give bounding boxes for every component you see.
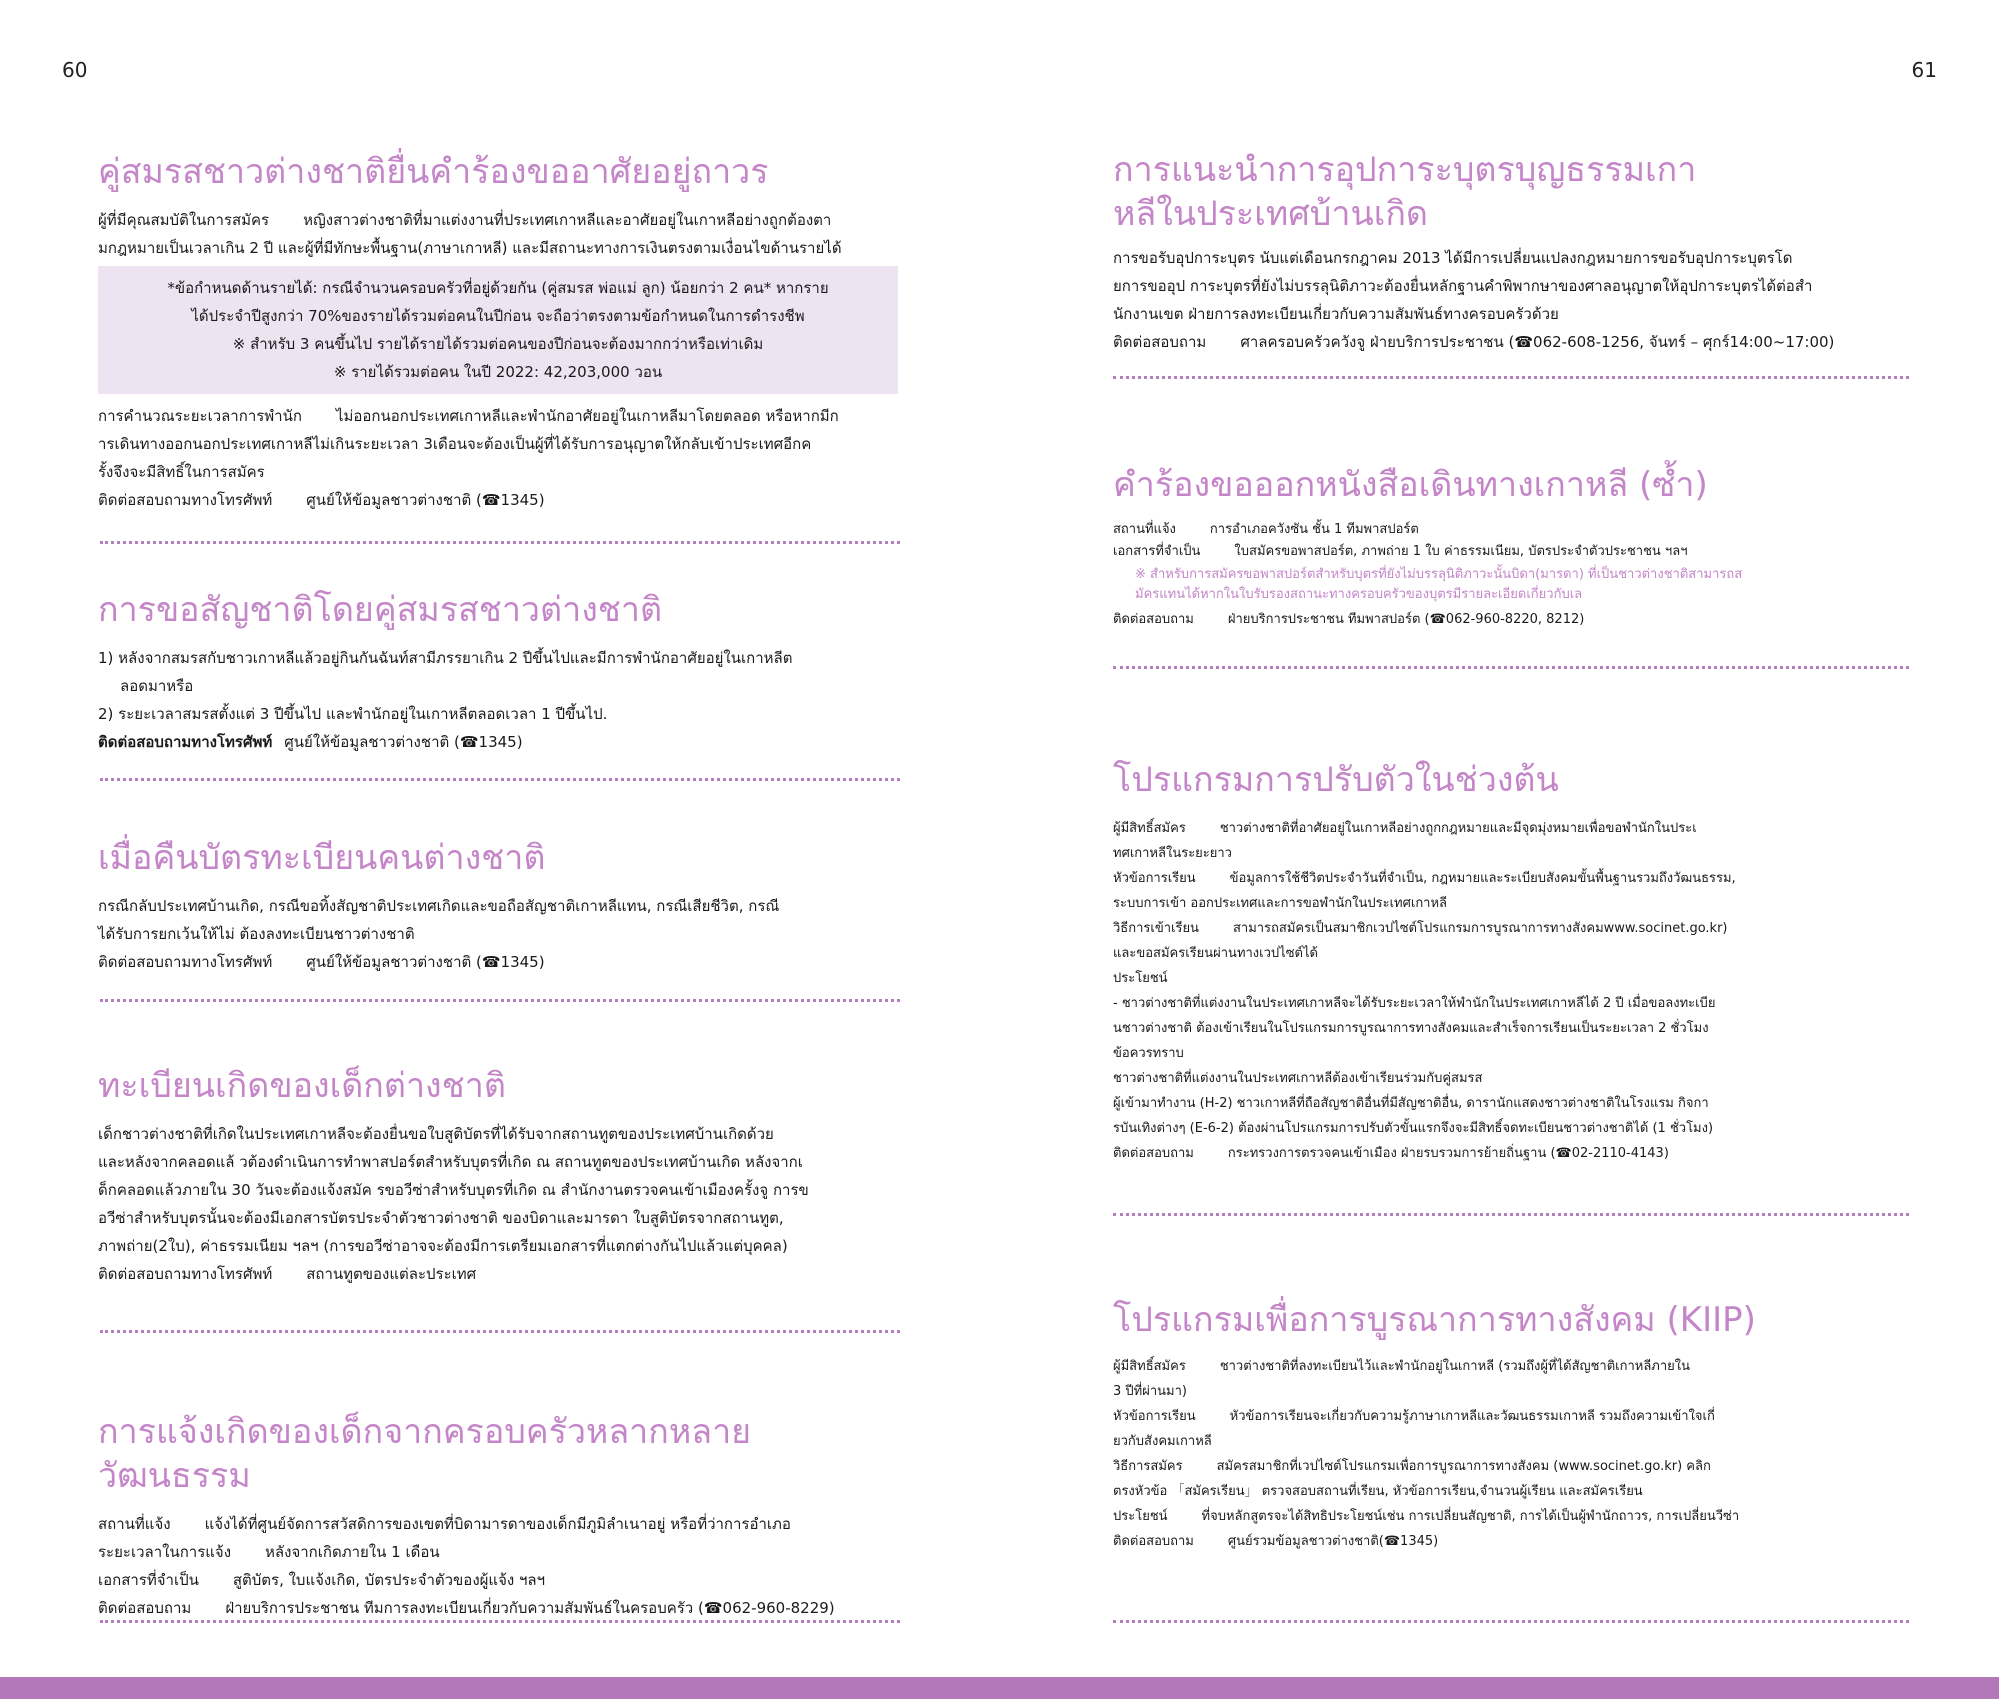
cases-text-2: ได้รับการยกเว้นให้ไม่ ต้องลงทะเบียนชาวต่างชาติ [98, 925, 415, 943]
stay-calc-text-3: รั้งจึงจะมีสิทธิ์ในการสมัคร [98, 463, 265, 481]
condition-1: 1) หลังจากสมรสกับชาวเกาหลีแล้วอยู่กินกันฉันท์สามีภรรยาเกิน 2 ปีขึ้นไปและมีการพำนักอาศัยอยู่ในเกาหลีต [98, 649, 793, 667]
dotted-divider [100, 778, 900, 781]
section-naturalization [98, 588, 898, 756]
topic-label: หัวข้อการเรียน [1113, 1409, 1196, 1424]
contact-text: ศูนย์รวมข้อมูลชาวต่างชาติ(☎1345) [1227, 1534, 1439, 1549]
box-line: ※ สำหรับ 3 คนขึ้นไป รายได้รายได้รวมต่อคนของปีก่อนจะต้องมากกว่าหรือเท่าเดิม [232, 335, 764, 353]
contact-text: ฝ่ายบริการประชาชน ทีมพาสปอร์ต (☎062-960-8220, 8212) [1227, 612, 1585, 627]
body-line: ยการขออุป การะบุตรที่ยังไม่บรรลุนิติภาวะต้องยื่นหลักฐานคำพิพากษาของศาลอนุญาตให้อุปการะบุตรได้ต่อสำ [1113, 277, 1813, 295]
note-line: มัครแทนได้หากในใบรับรองสถานะทางครอบครัวของบุตรมีรายละเอียดเกี่ยวกับเล [1135, 587, 1583, 602]
method-text-2: และขอสมัครเรียนผ่านทางเวปไซต์ได้ [1113, 946, 1318, 961]
method-line [1113, 1454, 1913, 1479]
section-title: การแจ้งเกิดของเด็กจากครอบครัวหลากหลายวัฒนธรรม [98, 1412, 752, 1496]
section-foreign-child-birth [98, 1064, 898, 1288]
contact-text: สถานทูตของแต่ละประเทศ [306, 1265, 477, 1283]
body-line: และหลังจากคลอดแล้ วต้องดำเนินการทำพาสปอร์ตสำหรับบุตรที่เกิด ณ สถานทูตของประเทศบ้านเกิด หลังจากเ [98, 1153, 803, 1171]
eligibility-line [1113, 816, 1913, 841]
method-label: วิธีการสมัคร [1113, 1459, 1183, 1474]
dotted-divider [100, 1330, 900, 1333]
documents-line [98, 1566, 898, 1594]
method-line [1113, 916, 1913, 941]
section-title: เมื่อคืนบัตรทะเบียนคนต่างชาติ [98, 838, 546, 878]
benefit-label: ประโยชน์ [1113, 971, 1168, 986]
body-line: นักงานเขต ฝ่ายการลงทะเบียนเกี่ยวกับความสัมพันธ์ทางครอบครัวด้วย [1113, 305, 1559, 323]
body-line: การขอรับอุปการะบุตร นับแต่เดือนกรกฎาคม 2013 ได้มีการเปลี่ยนแปลงกฎหมายการขอรับอุปการะบุตรโด [1113, 249, 1793, 267]
eligibility-line [98, 206, 898, 234]
section-permanent-residence [98, 150, 898, 514]
documents-label: เอกสารที่จำเป็น [1113, 544, 1201, 559]
page-number-left: 60 [62, 58, 88, 82]
contact-line [98, 1260, 898, 1288]
contact-line [1113, 609, 1913, 631]
dotted-divider [1113, 376, 1909, 379]
topic-text: ข้อมูลการใช้ชีวิตประจำวันที่จำเป็น, กฎหมายและระเบียบสังคมขั้นพื้นฐานรวมถึงวัฒนธรรม, [1229, 871, 1736, 886]
stay-calc-text: ไม่ออกนอกประเทศเกาหลีและพำนักอาศัยอยู่ในเกาหลีมาโดยตลอด หรือหากมีก [335, 407, 839, 425]
documents-text: ใบสมัครขอพาสปอร์ต, ภาพถ่าย 1 ใบ ค่าธรรมเนียม, บัตรประจำตัวประชาชน ฯลฯ [1234, 544, 1688, 559]
place-line [98, 1510, 898, 1538]
eligibility-text-2: 3 ปีที่ผ่านมา) [1113, 1384, 1187, 1399]
place-label: สถานที่แจ้ง [1113, 522, 1176, 537]
eligibility-text-2: ทศเกาหลีในระยะยาว [1113, 846, 1232, 861]
contact-line [1113, 1529, 1913, 1554]
dotted-divider [100, 1620, 900, 1623]
contact-text: ศูนย์ให้ข้อมูลชาวต่างชาติ (☎1345) [306, 491, 545, 509]
contact-text: ศาลครอบครัวควังจู ฝ่ายบริการประชาชน (☎062-608-1256, จันทร์ – ศุกร์14:00~17:00) [1240, 333, 1835, 351]
documents-label: เอกสารที่จำเป็น [98, 1571, 199, 1589]
condition-1-cont: ลอดมาหรือ [120, 677, 194, 695]
section-title [1113, 148, 1913, 236]
section-return-alien-card [98, 836, 898, 976]
contact-label: ติดต่อสอบถาม [1113, 1146, 1194, 1161]
section-title: คู่สมรสชาวต่างชาติยื่นคำร้องขออาศัยอยู่ถาวร [98, 152, 769, 192]
dotted-divider [1113, 666, 1909, 669]
contact-text: กระทรวงการตรวจคนเข้าเมือง ฝ่ายรบรวมการย้ายถิ่นฐาน (☎02-2110-4143) [1227, 1146, 1669, 1161]
footer-bar [0, 1677, 1999, 1699]
contact-label: ติดต่อสอบถาม [1113, 1534, 1194, 1549]
body-line: ด็กคลอดแล้วภายใน 30 วันจะต้องแจ้งสมัค รขอวีซ่าสำหรับบุตรที่เกิด ณ สำนักงานตรวจคนเข้าเมืองครั้งจู การข [98, 1181, 809, 1199]
eligibility-text: ชาวต่างชาติที่อาศัยอยู่ในเกาหลีอย่างถูกกฎหมายและมีจุดมุ่งหมายเพื่อขอพำนักในประเ [1219, 821, 1697, 836]
benefit-line: - ชาวต่างชาติที่แต่งงานในประเทศเกาหลีจะได้รับระยะเวลาให้พำนักในประเทศเกาหลีได้ 2 ปี เมื่อขอลงทะเบีย [1113, 996, 1716, 1011]
eligibility-label: ผู้มีสิทธิ์สมัคร [1113, 821, 1186, 836]
eligibility-label: ผู้มีสิทธิ์สมัคร [1113, 1359, 1186, 1374]
benefit-text: ที่จบหลักสูตรจะได้สิทธิประโยชน์เช่น การเปลี่ยนสัญชาติ, การได้เป็นผู้พำนักถาวร, การเปลี่ยนวีซ่า [1201, 1509, 1740, 1524]
stay-calc-text-2: ารเดินทางออกนอกประเทศเกาหลีไม่เกินระยะเวลา 3เดือนจะต้องเป็นผู้ที่ได้รับการอนุญาตให้กลับเข้าประเทศอีกค [98, 435, 812, 453]
place-text: การอำเภอควังซัน ชั้น 1 ทีมพาสปอร์ต [1209, 522, 1419, 537]
body-line: เด็กชาวต่างชาติที่เกิดในประเทศเกาหลีจะต้องยื่นขอใบสูติบัตรที่ได้รับจากสถานทูตของประเทศบ้านเกิดด้วย [98, 1125, 774, 1143]
contact-label: ติดต่อสอบถามทางโทรศัพท์ [98, 733, 273, 751]
contact-label: ติดต่อสอบถามทางโทรศัพท์ [98, 491, 273, 509]
contact-line [98, 728, 898, 756]
benefit-line [1113, 1504, 1913, 1529]
method-text: สมัครสมาชิกที่เวปไซต์โปรแกรมเพื่อการบูรณาการทางสังคม (www.socinet.go.kr) คลิก [1216, 1459, 1711, 1474]
contact-label: ติดต่อสอบถาม [1113, 333, 1207, 351]
condition-2: 2) ระยะเวลาสมรสตั้งแต่ 3 ปีขึ้นไป และพำนักอยู่ในเกาหลีตลอดเวลา 1 ปีขึ้นไป. [98, 705, 608, 723]
eligibility-text-2: มกฎหมายเป็นเวลาเกิน 2 ปี และผู้ที่มีทักษะพื้นฐาน(ภาษาเกาหลี) และมีสถานะทางการเงินตรงตามเงื่อนไขด้านรายได้ [98, 239, 842, 257]
box-line: ※ รายได้รวมต่อคน ในปี 2022: 42,203,000 วอน [333, 363, 663, 381]
benefit-line: ข้อควรทราบ [1113, 1046, 1184, 1061]
place-label: สถานที่แจ้ง [98, 1515, 171, 1533]
body-line: ภาพถ่าย(2ใบ), ค่าธรรมเนียม ฯลฯ (การขอวีซ่าอาจจะต้องมีการเตรียมเอกสารที่แตกต่างกันไปแล้วแต่บุคคล) [98, 1237, 788, 1255]
eligibility-text: หญิงสาวต่างชาติที่มาแต่งงานที่ประเทศเกาหลีและอาศัยอยู่ในเกาหลีอย่างถูกต้องตา [303, 211, 832, 229]
body-line: อวีซ่าสำหรับบุตรนั้นจะต้องมีเอกสารบัตรประจำตัวชาวต่างชาติ ของบิดาและมารดา ใบสูติบัตรจากสถานทูต, [98, 1209, 784, 1227]
cases-text: กรณีกลับประเทศบ้านเกิด, กรณีขอทิ้งสัญชาติประเทศเกิดและขอถือสัญชาติเกาหลีแทน, กรณีเสียชีวิต, กรณี [98, 897, 780, 915]
period-line [98, 1538, 898, 1566]
documents-text: สูติบัตร, ใบแจ้งเกิด, บัตรประจำตัวของผู้แจ้ง ฯลฯ [232, 1571, 546, 1589]
contact-text: ศูนย์ให้ข้อมูลชาวต่างชาติ (☎1345) [306, 953, 545, 971]
topic-text-2: ระบบการเข้า ออกประเทศและการขอพำนักในประเทศเกาหลี [1113, 896, 1448, 911]
contact-text: ศูนย์ให้ข้อมูลชาวต่างชาติ (☎1345) [284, 733, 523, 751]
place-line [1113, 519, 1913, 541]
section-adoption [1113, 148, 1913, 356]
box-line: ได้ประจำปีสูงกว่า 70%ของรายได้รวมต่อคนในปีก่อน จะถือว่าตรงตามข้อกำหนดในการดำรงชีพ [191, 307, 805, 325]
topic-line [1113, 1404, 1913, 1429]
method-text-2: ตรงหัวข้อ 「สมัครเรียน」 ตรวจสอบสถานที่เรียน, หัวข้อการเรียน,จำนวนผู้เรียน และสมัครเรียน [1113, 1484, 1643, 1499]
dotted-divider [1113, 1620, 1909, 1623]
eligibility-line [1113, 1354, 1913, 1379]
contact-line [98, 948, 898, 976]
stay-calc-line [98, 402, 898, 430]
note-line: ※ สำหรับการสมัครขอพาสปอร์ตสำหรับบุตรที่ยังไม่บรรลุนิติภาวะนั้นบิดา(มารดา) ที่เป็นชาวต่างชาติสามารถส [1135, 567, 1743, 582]
period-label: ระยะเวลาในการแจ้ง [98, 1543, 232, 1561]
method-text: สามารถสมัครเป็นสมาชิกเวปไซต์โปรแกรมการบูรณาการทางสังคมwww.socinet.go.kr) [1232, 921, 1728, 936]
topic-label: หัวข้อการเรียน [1113, 871, 1196, 886]
dotted-divider [1113, 1213, 1909, 1216]
contact-label: ติดต่อสอบถาม [98, 1599, 192, 1617]
documents-line [1113, 541, 1913, 563]
section-early-adaptation [1113, 758, 1913, 1166]
box-line: *ข้อกำหนดด้านรายได้: กรณีจำนวนครอบครัวที่อยู่ด้วยกัน (คู่สมรส พ่อแม่ ลูก) น้อยกว่า 2 คน* หากราย [167, 279, 829, 297]
section-title: โปรแกรมการปรับตัวในช่วงต้น [1113, 760, 1559, 800]
contact-line [1113, 1141, 1913, 1166]
income-requirement-box [98, 266, 898, 394]
period-text: หลังจากเกิดภายใน 1 เดือน [265, 1543, 440, 1561]
section-title-line-1: การแนะนำการอุปการะบุตรบุญธรรมเกา [1113, 150, 1697, 190]
contact-text: ฝ่ายบริการประชาชน ทีมการลงทะเบียนเกี่ยวกับความสัมพันธ์ในครอบครัว (☎062-960-8229) [225, 1599, 835, 1617]
section-passport-reissue [1113, 463, 1913, 631]
eligibility-text: ชาวต่างชาติที่ลงทะเบียนไว้และพำนักอยู่ในเกาหลี (รวมถึงผู้ที่ได้สัญชาติเกาหลีภายใน [1219, 1359, 1691, 1374]
topic-line [1113, 866, 1913, 891]
contact-label: ติดต่อสอบถามทางโทรศัพท์ [98, 1265, 273, 1283]
section-title: ทะเบียนเกิดของเด็กต่างชาติ [98, 1066, 506, 1106]
topic-text: หัวข้อการเรียนจะเกี่ยวกับความรู้ภาษาเกาหลีและวัฒนธรรมเกาหลี รวมถึงความเข้าใจเกี่ [1229, 1409, 1715, 1424]
section-multicultural-birth [98, 1410, 898, 1622]
minor-passport-note [1135, 565, 1913, 605]
contact-line [98, 486, 898, 514]
section-title: คำร้องขอออกหนังสือเดินทางเกาหลี (ซ้ำ) [1113, 465, 1708, 505]
benefit-line: ผู้เข้ามาทำงาน (H-2) ชาวเกาหลีที่ถือสัญชาติอื่นที่มีสัญชาติอื่น, ดารานักแสดงชาวต่างชาติในโรงแรม กิจกา [1113, 1096, 1709, 1111]
section-title: โปรแกรมเพื่อการบูรณาการทางสังคม (KIIP) [1113, 1300, 1756, 1340]
method-label: วิธีการเข้าเรียน [1113, 921, 1199, 936]
section-kiip [1113, 1298, 1913, 1554]
contact-line [1113, 328, 1913, 356]
benefit-label: ประโยชน์ [1113, 1509, 1168, 1524]
place-text: แจ้งได้ที่ศูนย์จัดการสวัสดิการของเขตที่บิดามารดาของเด็กมีภูมิลำเนาอยู่ หรือที่ว่าการอำเภอ [204, 1515, 791, 1533]
contact-line [98, 1594, 898, 1622]
page-number-right: 61 [1911, 58, 1937, 82]
topic-text-2: ยวกับสังคมเกาหลี [1113, 1434, 1212, 1449]
eligibility-label: ผู้ที่มีคุณสมบัติในการสมัคร [98, 211, 270, 229]
benefit-line: นชาวต่างชาติ ต้องเข้าเรียนในโปรแกรมการบูรณาการทางสังคมและสำเร็จการเรียนเป็นระยะเวลา 2 ชั่วโมง [1113, 1021, 1709, 1036]
benefit-line: รบันเทิงต่างๆ (E-6-2) ต้องผ่านโปรแกรมการปรับตัวขั้นแรกจึงจะมีสิทธิ์จดทะเบียนชาวต่างชาติได้ (1 ชั่วโมง) [1113, 1121, 1714, 1136]
section-title: การขอสัญชาติโดยคู่สมรสชาวต่างชาติ [98, 590, 663, 630]
stay-calc-label: การคำนวณระยะเวลาการพำนัก [98, 407, 302, 425]
dotted-divider [100, 999, 900, 1002]
benefit-line: ชาวต่างชาติที่แต่งงานในประเทศเกาหลีต้องเข้าเรียนร่วมกับคู่สมรส [1113, 1071, 1483, 1086]
section-title-line-2: หลีในประเทศบ้านเกิด [1113, 194, 1429, 234]
contact-label: ติดต่อสอบถาม [1113, 612, 1194, 627]
contact-label: ติดต่อสอบถามทางโทรศัพท์ [98, 953, 273, 971]
dotted-divider [100, 541, 900, 544]
